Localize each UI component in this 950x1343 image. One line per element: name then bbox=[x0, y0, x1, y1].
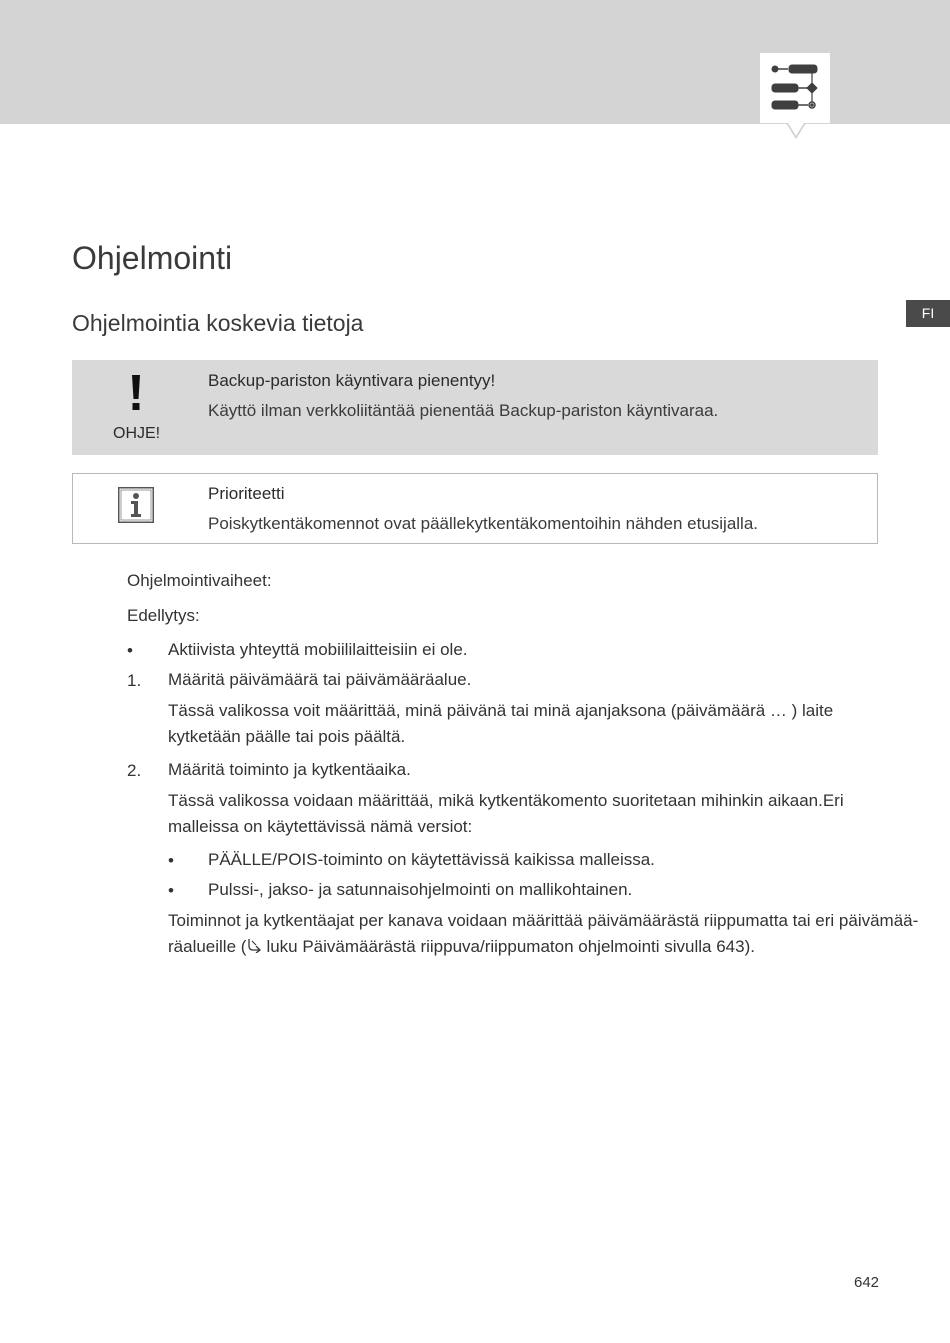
sub-bullet-2-marker: • bbox=[168, 881, 174, 900]
section-subtitle: Ohjelmointia koskevia tietoja bbox=[72, 310, 364, 336]
closing-suffix: ). bbox=[744, 937, 755, 956]
page-title: Ohjelmointi bbox=[72, 240, 233, 276]
step-2-description: Tässä valikossa voidaan määrittää, mikä kytkentäkomento suoritetaan mihinkin aikaan.Eri malleissa on käytettävissä nämä versiot: bbox=[168, 791, 844, 836]
tab-pointer-inner bbox=[788, 123, 804, 136]
steps-heading: Ohjelmointivaiheet: bbox=[127, 571, 272, 590]
exclamation-icon bbox=[126, 372, 146, 412]
precondition-label: Edellytys: bbox=[127, 606, 200, 625]
info-icon bbox=[118, 487, 154, 523]
chapter-tab[interactable] bbox=[760, 53, 830, 123]
closing-line-2 bbox=[168, 934, 755, 960]
info-text: Poiskytkentäkomennot ovat päällekytkentäkomentoihin nähden etusijalla. bbox=[208, 514, 759, 533]
step-2-number: 2. bbox=[127, 761, 142, 780]
programming-flow-icon bbox=[760, 53, 830, 123]
notice-label: OHJE! bbox=[113, 425, 161, 442]
precondition-bullet: • bbox=[127, 641, 133, 660]
sub-bullet-2-text: Pulssi-, jakso- ja satunnaisohjelmointi on mallikohtainen. bbox=[208, 880, 633, 899]
step-1-text: Määritä päivämäärä tai päivämääräalue. bbox=[168, 670, 472, 689]
notice-text: Käyttö ilman verkkoliitäntää pienentää Backup-pariston käyntivaraa. bbox=[208, 401, 719, 420]
cross-reference-link[interactable]: luku Päivämäärästä riippuva/riippumaton ohjelmointi sivulla 643 bbox=[266, 937, 745, 956]
step-1-description: Tässä valikossa voit määrittää, minä päivänä tai minä ajanjaksona (päivämäärä … ) laite kytketään päälle tai pois päältä. bbox=[168, 701, 834, 746]
notice-title: Backup-pariston käyntivara pienentyy! bbox=[208, 371, 496, 390]
language-tab[interactable]: FI bbox=[906, 300, 950, 327]
step-1-number: 1. bbox=[127, 671, 142, 690]
sub-bullet-1-marker: • bbox=[168, 851, 174, 870]
info-title: Prioriteetti bbox=[208, 484, 285, 503]
cross-reference-arrow-icon bbox=[247, 938, 263, 953]
step-2-text: Määritä toiminto ja kytkentäaika. bbox=[168, 760, 411, 779]
closing-prefix: räalueille ( bbox=[168, 937, 247, 956]
closing-line-1: Toiminnot ja kytkentäajat per kanava voidaan määrittää päivämäärästä riippumatta tai eri päivämää- bbox=[168, 911, 919, 930]
sub-bullet-1-text: PÄÄLLE/POIS-toiminto on käytettävissä kaikissa malleissa. bbox=[208, 850, 655, 869]
page-number: 642 bbox=[854, 1274, 880, 1291]
precondition-text: Aktiivista yhteyttä mobiililaitteisiin ei ole. bbox=[168, 640, 468, 659]
